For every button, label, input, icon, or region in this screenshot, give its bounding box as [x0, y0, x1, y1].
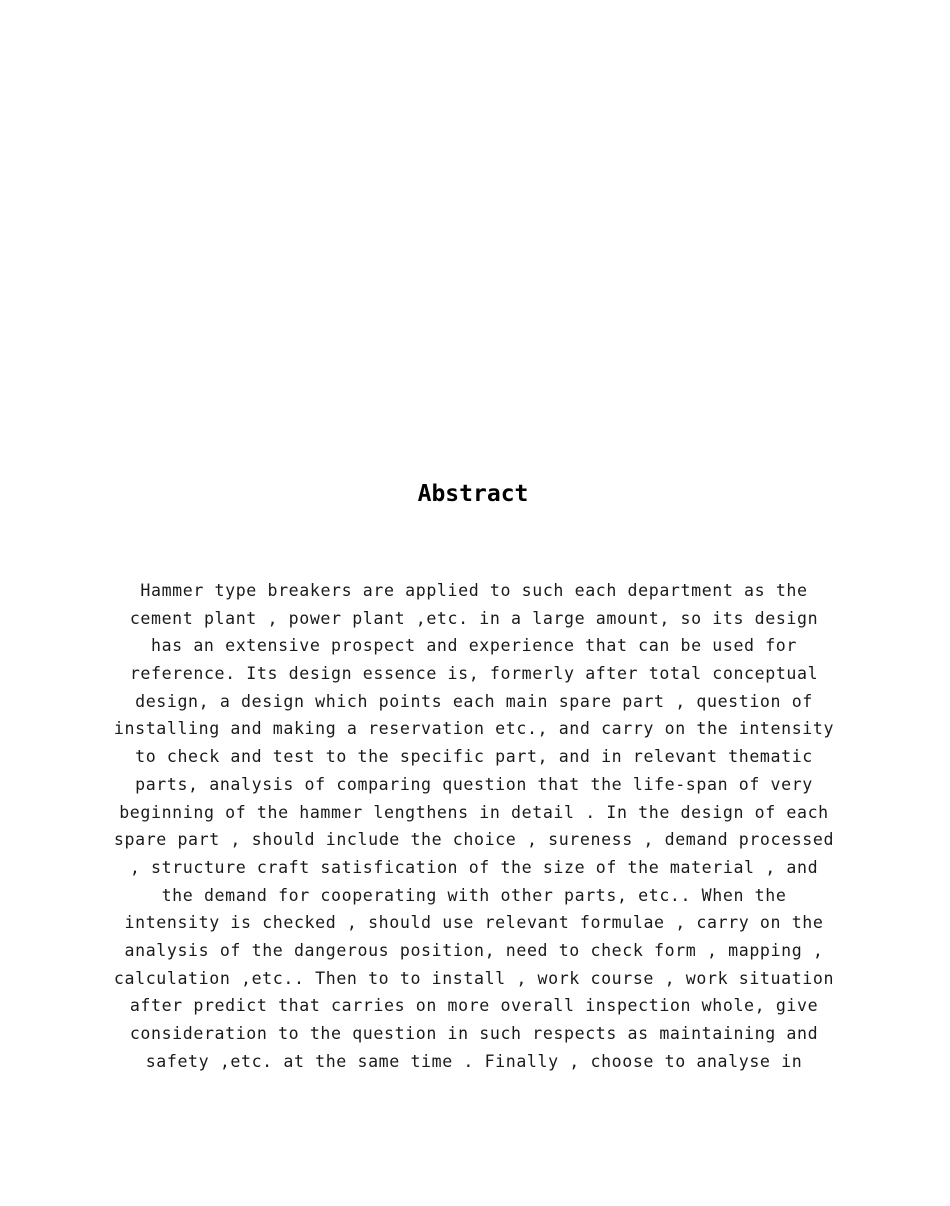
abstract-line: the demand for cooperating with other parts, etc.. When the — [161, 885, 787, 905]
abstract-line: beginning of the hammer lengthens in detail . In the design of each — [119, 802, 829, 822]
abstract-line: intensity is checked , should use relevant formulae , carry on the — [124, 913, 824, 933]
abstract-line: analysis of the dangerous position, need to check form , mapping , — [124, 940, 824, 960]
abstract-line: to check and test to the specific part, and in relevant thematic — [135, 747, 813, 767]
abstract-title: Abstract — [417, 481, 529, 507]
abstract-body — [100, 577, 848, 1075]
abstract-line: parts, analysis of comparing question that the life-span of very — [135, 774, 813, 794]
abstract-line: reference. Its design essence is, formerly after total conceptual — [129, 664, 819, 684]
abstract-line: installing and making a reservation etc., and carry on the intensity — [113, 719, 835, 739]
abstract-line: consideration to the question in such respects as maintaining and — [129, 1024, 819, 1043]
abstract-line: spare part , should include the choice , sureness , demand processed — [113, 830, 835, 850]
abstract-line: has an extensive prospect and experience that can be used for — [150, 636, 797, 656]
abstract-line: calculation ,etc.. Then to to install , work course , work situation — [113, 968, 835, 988]
abstract-line: after predict that carries on more overall inspection whole, give — [129, 996, 819, 1016]
abstract-line: Hammer type breakers are applied to such each department as the — [140, 581, 808, 600]
abstract-line: cement plant , power plant ,etc. in a large amount, so its design — [129, 608, 819, 628]
abstract-line: design, a design which points each main spare part , question of — [135, 691, 813, 711]
abstract-line: safety ,etc. at the same time . Finally , choose to analyse in — [145, 1051, 803, 1071]
abstract-line: , structure craft satisfication of the size of the material , and — [129, 857, 819, 877]
